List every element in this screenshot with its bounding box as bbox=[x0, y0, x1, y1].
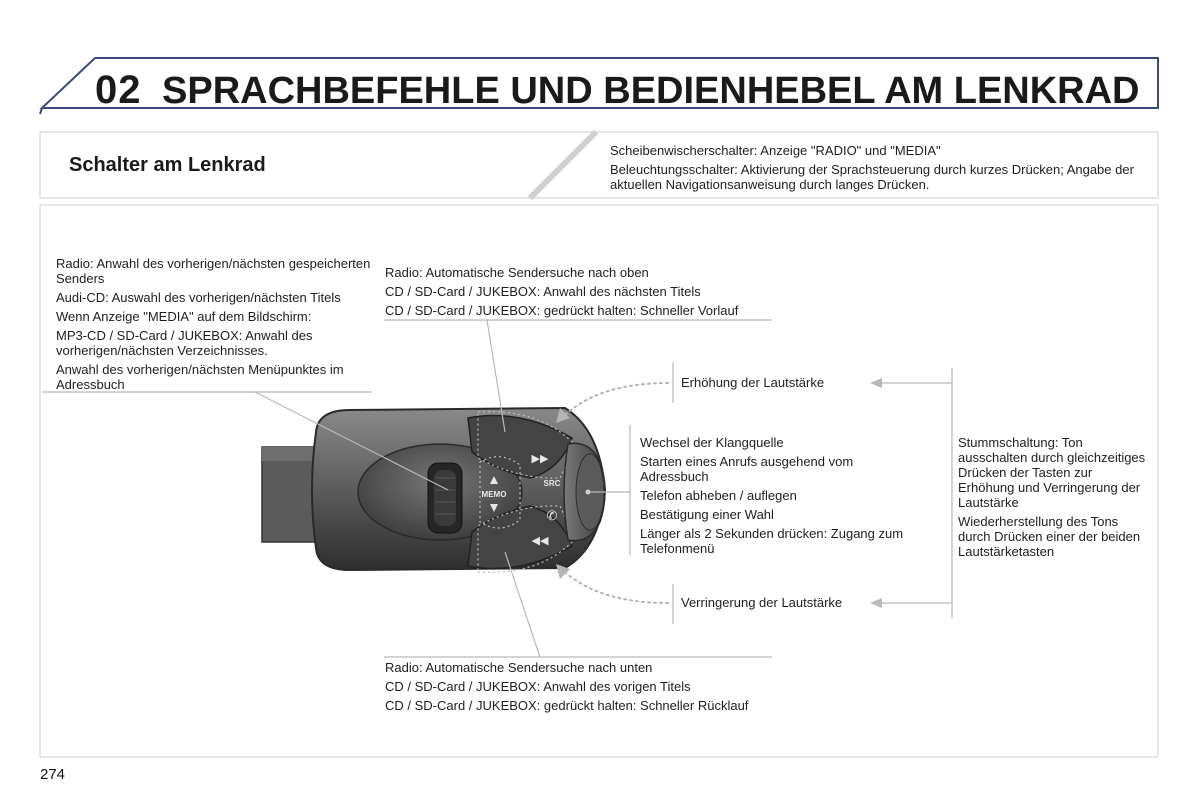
callout-center bbox=[640, 435, 910, 560]
volume-down-label: Verringerung der Lautstärke bbox=[681, 595, 843, 610]
callout-text: CD / SD-Card / JUKEBOX: gedrückt halten: Schneller Vorlauf bbox=[385, 303, 739, 318]
callout-text: Radio: Automatische Sendersuche nach unten bbox=[385, 660, 653, 675]
section-title: Schalter am Lenkrad bbox=[69, 154, 266, 176]
callout-text: Telefon abheben / auflegen bbox=[640, 488, 797, 503]
callout-text: Stummschaltung: Ton ausschalten durch gleichzeitiges Drücken der Tasten zur Erhöhung und Verringerung der Lautstärke bbox=[958, 435, 1146, 510]
callout-right bbox=[958, 435, 1148, 563]
callout-text: Anwahl des vorherigen/nächsten Menüpunktes im Adressbuch bbox=[56, 362, 344, 392]
callout-text: Länger als 2 Sekunden drücken: Zugang zum Telefonmenü bbox=[640, 526, 904, 556]
callout-text: Wenn Anzeige "MEDIA" auf dem Bildschirm: bbox=[56, 309, 312, 324]
header-note: Beleuchtungsschalter: Aktivierung der Sprachsteuerung durch kurzes Drücken; Angabe der aktuellen Navigationsanweisung durch langes Drücken. bbox=[610, 162, 1134, 192]
volume-up-label: Erhöhung der Lautstärke bbox=[681, 375, 825, 390]
callout-text: Starten eines Anrufs ausgehend vom Adressbuch bbox=[640, 454, 854, 484]
page-number: 274 bbox=[40, 766, 66, 783]
callout-text: Wechsel der Klangquelle bbox=[640, 435, 784, 450]
callout-top bbox=[385, 265, 785, 322]
callout-left bbox=[56, 256, 374, 396]
phone-icon: ✆ bbox=[546, 509, 558, 524]
rewind-icon: ◀◀ bbox=[531, 534, 549, 547]
callout-text: Radio: Anwahl des vorherigen/nächsten gespeicherten Senders bbox=[56, 256, 371, 286]
callout-bottom bbox=[385, 660, 765, 717]
header-note: Scheibenwischerschalter: Anzeige "RADIO" und "MEDIA" bbox=[610, 143, 941, 158]
callout-text: Audi-CD: Auswahl des vorherigen/nächsten Titels bbox=[56, 290, 341, 305]
chapter-title: SPRACHBEFEHLE UND BEDIENHEBEL AM LENKRAD bbox=[162, 70, 1140, 112]
callout-text: Bestätigung einer Wahl bbox=[640, 507, 774, 522]
memo-label: MEMO bbox=[481, 490, 507, 499]
callout-text: MP3-CD / SD-Card / JUKEBOX: Anwahl des vorherigen/nächsten Verzeichnisses. bbox=[56, 328, 313, 358]
callout-text: CD / SD-Card / JUKEBOX: gedrückt halten: Schneller Rücklauf bbox=[385, 698, 749, 713]
callout-text: Wiederherstellung des Tons durch Drücken einer der beiden Lautstärketasten bbox=[958, 514, 1141, 559]
callout-text: CD / SD-Card / JUKEBOX: Anwahl des nächsten Titels bbox=[385, 284, 701, 299]
callout-text: CD / SD-Card / JUKEBOX: Anwahl des vorigen Titels bbox=[385, 679, 691, 694]
callout-text: Radio: Automatische Sendersuche nach oben bbox=[385, 265, 649, 280]
chapter-number: 02 bbox=[95, 68, 142, 112]
fast-forward-icon: ▶▶ bbox=[531, 452, 549, 465]
src-label: SRC bbox=[543, 479, 561, 488]
